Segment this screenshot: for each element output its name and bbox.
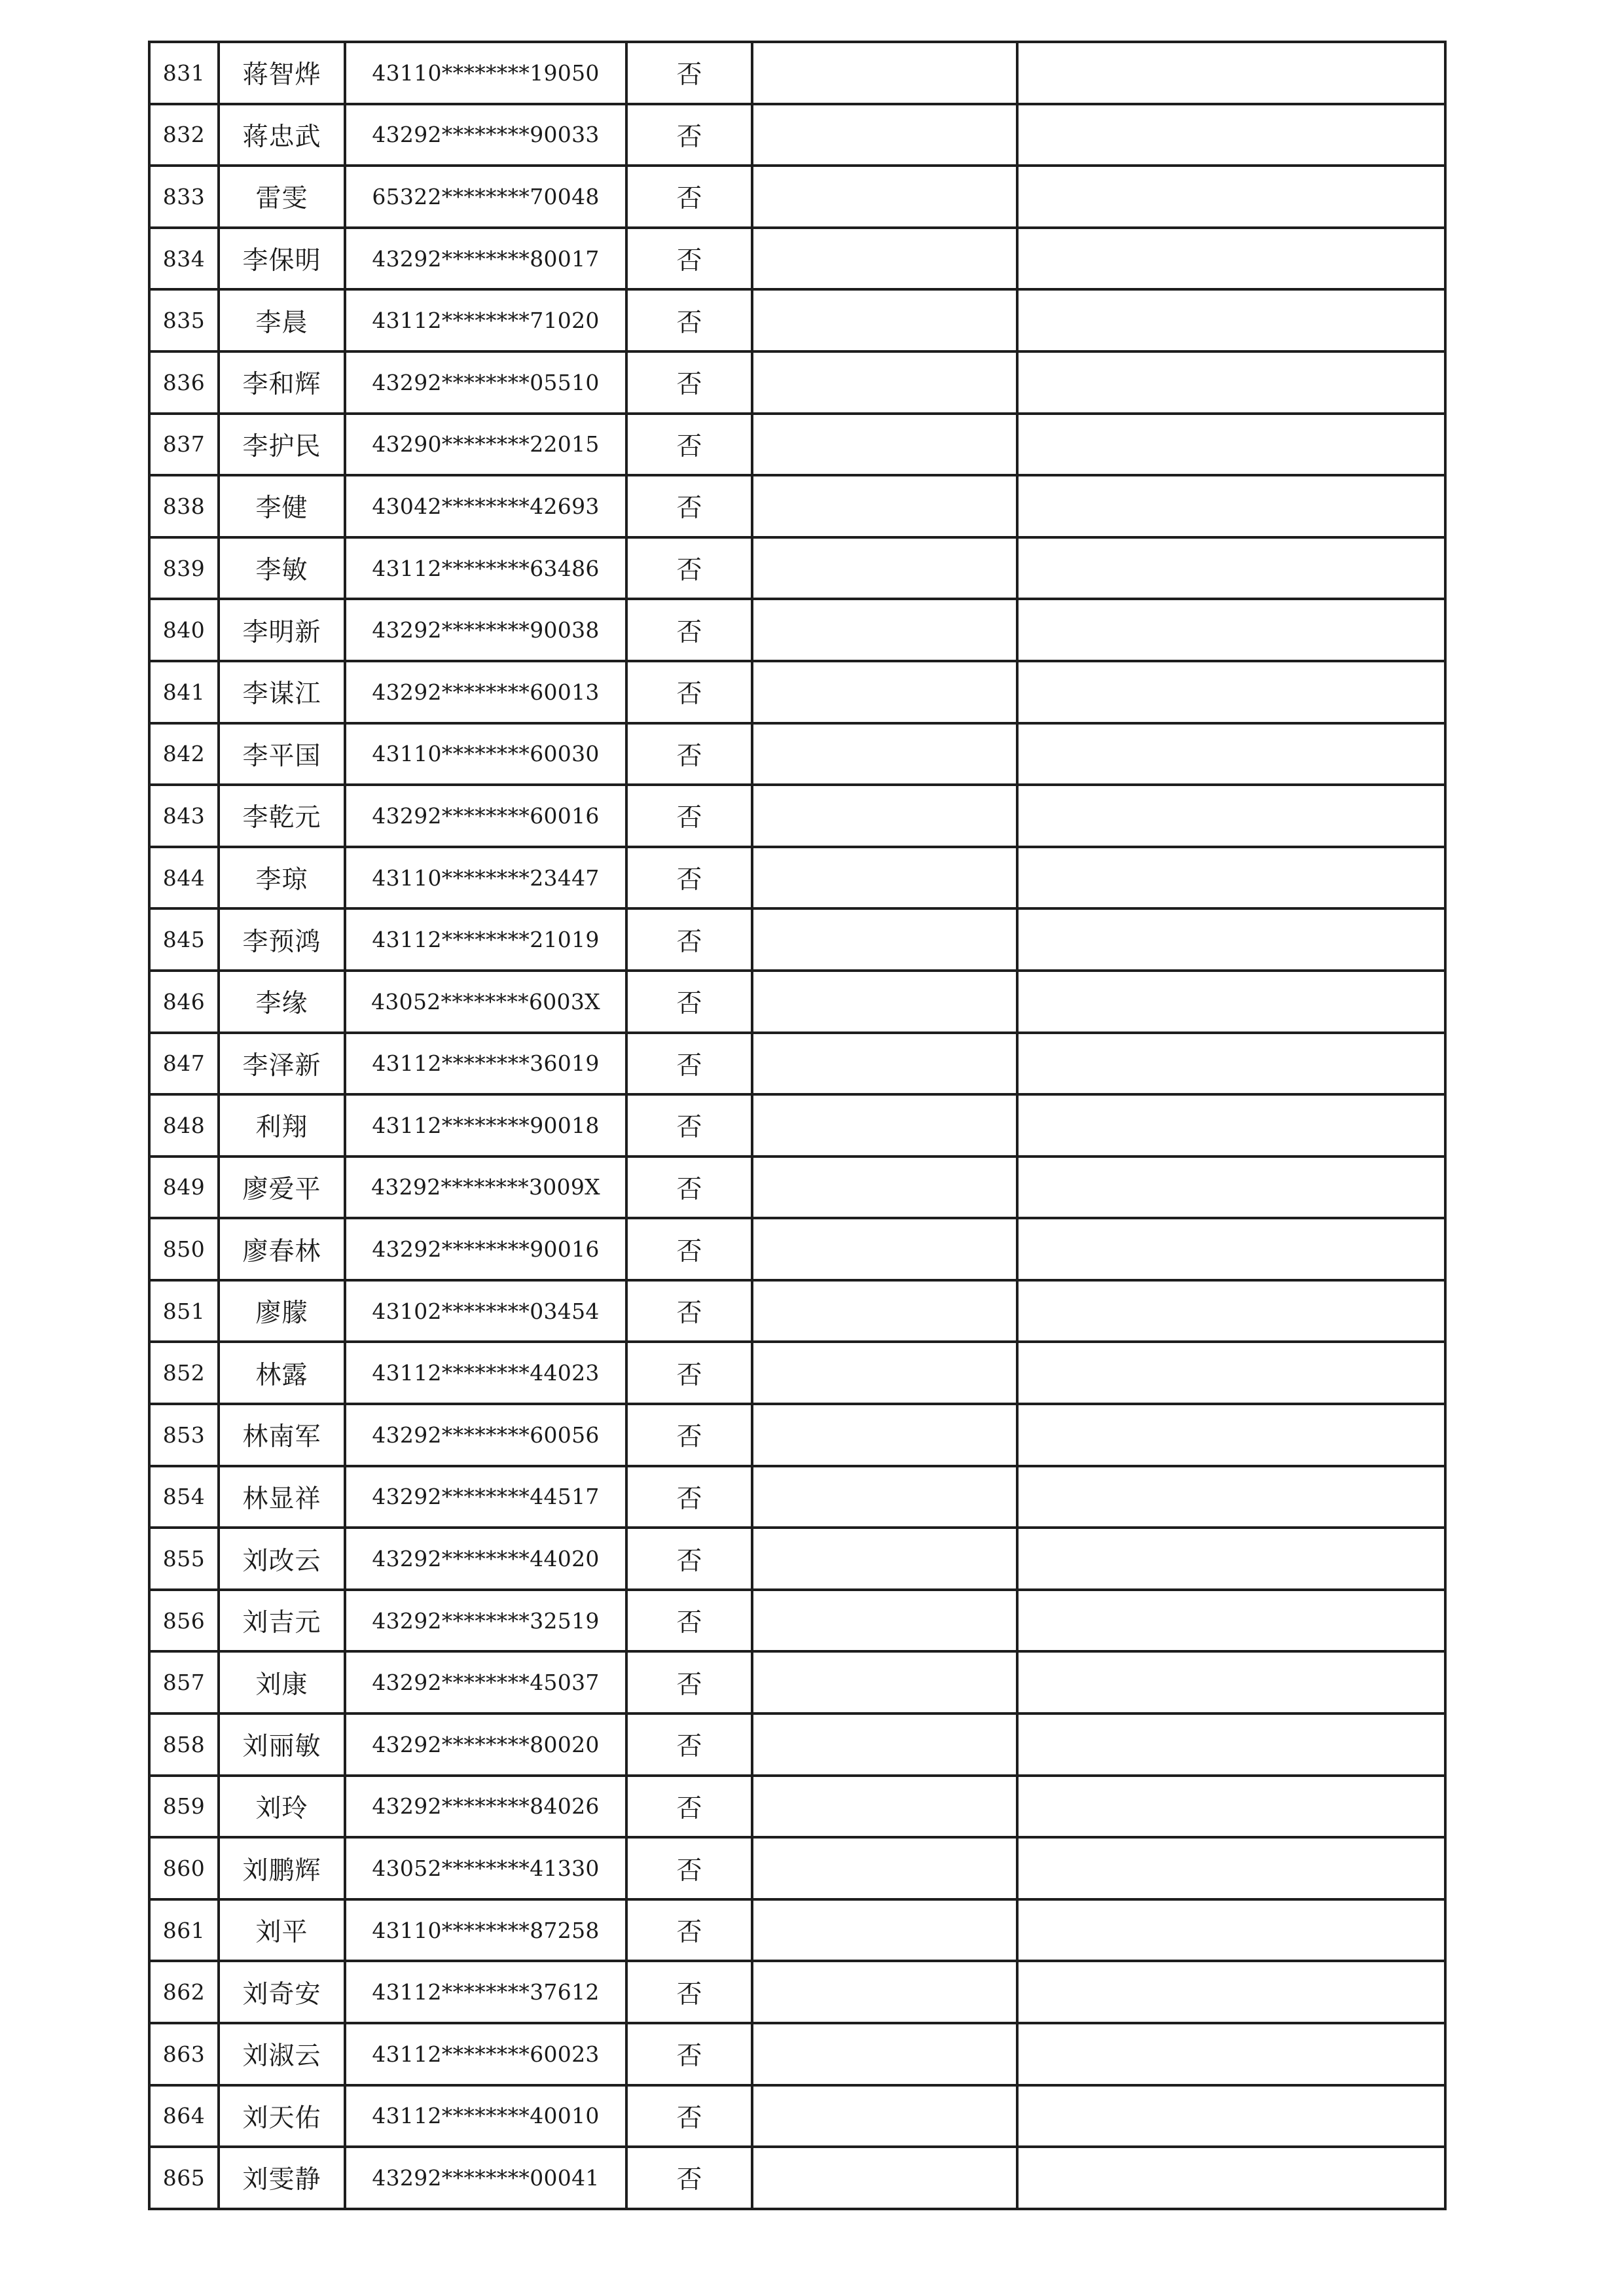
row-number-cell: 833 [149,166,219,228]
status-flag-cell: 否 [626,1404,752,1466]
row-number-cell: 849 [149,1157,219,1219]
table-row [149,1528,1445,1590]
row-number-cell: 837 [149,414,219,476]
blank-cell [1017,661,1445,723]
status-flag-cell: 否 [626,847,752,909]
blank-cell [752,351,1017,414]
blank-cell [752,1528,1017,1590]
id-number-cell: 43112********44023 [345,1342,626,1404]
id-number-cell: 43292********3009X [345,1157,626,1219]
blank-cell [1017,599,1445,661]
blank-cell [1017,1837,1445,1899]
blank-cell [1017,908,1445,971]
status-flag-cell: 否 [626,1590,752,1652]
blank-cell [752,1899,1017,1962]
status-flag-cell: 否 [626,537,752,600]
table-row [149,908,1445,971]
person-name-cell: 蒋忠武 [219,104,345,166]
person-name-cell: 刘吉元 [219,1590,345,1652]
row-number-cell: 865 [149,2147,219,2209]
row-number-cell: 860 [149,1837,219,1899]
table-row [149,351,1445,414]
blank-cell [752,1280,1017,1342]
id-number-cell: 43292********60016 [345,785,626,847]
status-flag-cell: 否 [626,166,752,228]
status-flag-cell: 否 [626,228,752,290]
person-name-cell: 李明新 [219,599,345,661]
table-row [149,1590,1445,1652]
status-flag-cell: 否 [626,1776,752,1838]
status-flag-cell: 否 [626,971,752,1033]
row-number-cell: 836 [149,351,219,414]
person-name-cell: 林露 [219,1342,345,1404]
id-number-cell: 43110********23447 [345,847,626,909]
status-flag-cell: 否 [626,599,752,661]
row-number-cell: 864 [149,2085,219,2147]
person-name-cell: 刘改云 [219,1528,345,1590]
person-name-cell: 刘康 [219,1651,345,1713]
id-number-cell: 43112********36019 [345,1033,626,1095]
id-number-cell: 43112********60023 [345,2023,626,2085]
id-number-cell: 43110********60030 [345,723,626,785]
person-name-cell: 李泽新 [219,1033,345,1095]
table-row [149,228,1445,290]
id-number-cell: 43292********60013 [345,661,626,723]
table-row [149,1466,1445,1528]
table-row [149,661,1445,723]
table-row [149,2023,1445,2085]
blank-cell [752,847,1017,909]
table-row [149,104,1445,166]
status-flag-cell: 否 [626,723,752,785]
person-name-cell: 雷雯 [219,166,345,228]
id-number-cell: 43292********80020 [345,1713,626,1776]
blank-cell [1017,414,1445,476]
id-number-cell: 43292********80017 [345,228,626,290]
row-number-cell: 852 [149,1342,219,1404]
id-number-cell: 43292********05510 [345,351,626,414]
row-number-cell: 851 [149,1280,219,1342]
table-row [149,1033,1445,1095]
id-number-cell: 43292********44020 [345,1528,626,1590]
id-number-cell: 43052********6003X [345,971,626,1033]
row-number-cell: 840 [149,599,219,661]
table-row [149,1776,1445,1838]
status-flag-cell: 否 [626,2147,752,2209]
row-number-cell: 835 [149,289,219,351]
person-name-cell: 李琼 [219,847,345,909]
person-name-cell: 廖爱平 [219,1157,345,1219]
person-name-cell: 李谋江 [219,661,345,723]
row-number-cell: 850 [149,1218,219,1280]
id-number-cell: 43110********19050 [345,42,626,104]
blank-cell [1017,723,1445,785]
blank-cell [752,971,1017,1033]
status-flag-cell: 否 [626,351,752,414]
blank-cell [1017,351,1445,414]
person-name-cell: 林南军 [219,1404,345,1466]
row-number-cell: 847 [149,1033,219,1095]
blank-cell [752,1094,1017,1157]
table-row [149,537,1445,600]
id-number-cell: 43112********21019 [345,908,626,971]
person-name-cell: 李和辉 [219,351,345,414]
table-row [149,1713,1445,1776]
person-name-cell: 李乾元 [219,785,345,847]
row-number-cell: 854 [149,1466,219,1528]
id-number-cell: 43292********84026 [345,1776,626,1838]
row-number-cell: 844 [149,847,219,909]
row-number-cell: 838 [149,475,219,537]
person-name-cell: 蒋智烨 [219,42,345,104]
id-number-cell: 43042********42693 [345,475,626,537]
status-flag-cell: 否 [626,475,752,537]
table-row [149,847,1445,909]
id-number-cell: 43292********60056 [345,1404,626,1466]
blank-cell [752,2085,1017,2147]
person-name-cell: 刘奇安 [219,1961,345,2023]
status-flag-cell: 否 [626,908,752,971]
row-number-cell: 855 [149,1528,219,1590]
row-number-cell: 853 [149,1404,219,1466]
status-flag-cell: 否 [626,785,752,847]
table-row [149,2147,1445,2209]
person-name-cell: 李护民 [219,414,345,476]
blank-cell [1017,971,1445,1033]
blank-cell [752,661,1017,723]
blank-cell [752,1776,1017,1838]
person-name-cell: 李保明 [219,228,345,290]
status-flag-cell: 否 [626,1961,752,2023]
id-number-cell: 43112********63486 [345,537,626,600]
status-flag-cell: 否 [626,414,752,476]
blank-cell [1017,785,1445,847]
blank-cell [752,1033,1017,1095]
blank-cell [1017,289,1445,351]
row-number-cell: 858 [149,1713,219,1776]
row-number-cell: 845 [149,908,219,971]
id-number-cell: 43292********00041 [345,2147,626,2209]
blank-cell [752,475,1017,537]
blank-cell [1017,1899,1445,1962]
blank-cell [752,42,1017,104]
blank-cell [752,1157,1017,1219]
person-name-cell: 林显祥 [219,1466,345,1528]
table-row [149,289,1445,351]
table-row [149,1280,1445,1342]
blank-cell [1017,2085,1445,2147]
blank-cell [752,1466,1017,1528]
blank-cell [752,1404,1017,1466]
id-number-cell: 43292********44517 [345,1466,626,1528]
person-name-cell: 廖朦 [219,1280,345,1342]
id-number-cell: 43112********37612 [345,1961,626,2023]
table-row [149,1342,1445,1404]
blank-cell [1017,1280,1445,1342]
table-row [149,475,1445,537]
blank-cell [1017,1466,1445,1528]
id-number-cell: 43292********90038 [345,599,626,661]
id-number-cell: 43292********32519 [345,1590,626,1652]
blank-cell [1017,1776,1445,1838]
status-flag-cell: 否 [626,2023,752,2085]
blank-cell [1017,1590,1445,1652]
blank-cell [1017,228,1445,290]
status-flag-cell: 否 [626,1528,752,1590]
blank-cell [1017,42,1445,104]
status-flag-cell: 否 [626,1713,752,1776]
status-flag-cell: 否 [626,661,752,723]
row-number-cell: 843 [149,785,219,847]
row-number-cell: 831 [149,42,219,104]
row-number-cell: 832 [149,104,219,166]
blank-cell [1017,1094,1445,1157]
table-row [149,1837,1445,1899]
status-flag-cell: 否 [626,1466,752,1528]
blank-cell [752,537,1017,600]
blank-cell [1017,1157,1445,1219]
blank-cell [1017,2023,1445,2085]
id-number-cell: 43292********90016 [345,1218,626,1280]
table-row [149,166,1445,228]
table-row [149,971,1445,1033]
blank-cell [752,1342,1017,1404]
roster-table [148,41,1447,2210]
table-row [149,42,1445,104]
blank-cell [1017,537,1445,600]
row-number-cell: 842 [149,723,219,785]
person-name-cell: 刘玲 [219,1776,345,1838]
blank-cell [752,1961,1017,2023]
table-row [149,1899,1445,1962]
blank-cell [752,1218,1017,1280]
row-number-cell: 859 [149,1776,219,1838]
table-row [149,785,1445,847]
table-row [149,1961,1445,2023]
row-number-cell: 857 [149,1651,219,1713]
blank-cell [1017,1404,1445,1466]
status-flag-cell: 否 [626,42,752,104]
id-number-cell: 43112********90018 [345,1094,626,1157]
id-number-cell: 43110********87258 [345,1899,626,1962]
person-name-cell: 李健 [219,475,345,537]
blank-cell [752,414,1017,476]
blank-cell [752,104,1017,166]
blank-cell [1017,1033,1445,1095]
table-row [149,1157,1445,1219]
id-number-cell: 43112********40010 [345,2085,626,2147]
row-number-cell: 834 [149,228,219,290]
person-name-cell: 利翔 [219,1094,345,1157]
id-number-cell: 43112********71020 [345,289,626,351]
blank-cell [752,1837,1017,1899]
row-number-cell: 848 [149,1094,219,1157]
blank-cell [752,785,1017,847]
blank-cell [752,166,1017,228]
person-name-cell: 李平国 [219,723,345,785]
status-flag-cell: 否 [626,1094,752,1157]
status-flag-cell: 否 [626,1033,752,1095]
row-number-cell: 839 [149,537,219,600]
blank-cell [1017,475,1445,537]
row-number-cell: 862 [149,1961,219,2023]
blank-cell [752,2147,1017,2209]
status-flag-cell: 否 [626,1218,752,1280]
person-name-cell: 刘平 [219,1899,345,1962]
row-number-cell: 863 [149,2023,219,2085]
blank-cell [752,1590,1017,1652]
blank-cell [1017,1713,1445,1776]
status-flag-cell: 否 [626,104,752,166]
id-number-cell: 43292********45037 [345,1651,626,1713]
blank-cell [752,599,1017,661]
blank-cell [1017,1528,1445,1590]
blank-cell [752,228,1017,290]
blank-cell [1017,1342,1445,1404]
person-name-cell: 刘雯静 [219,2147,345,2209]
table-row [149,723,1445,785]
table-row [149,1651,1445,1713]
person-name-cell: 李敏 [219,537,345,600]
blank-cell [752,2023,1017,2085]
person-name-cell: 刘丽敏 [219,1713,345,1776]
table-row [149,599,1445,661]
blank-cell [1017,2147,1445,2209]
blank-cell [752,289,1017,351]
id-number-cell: 43290********22015 [345,414,626,476]
status-flag-cell: 否 [626,1342,752,1404]
blank-cell [1017,166,1445,228]
blank-cell [1017,104,1445,166]
id-number-cell: 43052********41330 [345,1837,626,1899]
row-number-cell: 861 [149,1899,219,1962]
status-flag-cell: 否 [626,1280,752,1342]
table-row [149,2085,1445,2147]
blank-cell [1017,1961,1445,2023]
person-name-cell: 刘天佑 [219,2085,345,2147]
blank-cell [752,1651,1017,1713]
table-row [149,1094,1445,1157]
status-flag-cell: 否 [626,2085,752,2147]
status-flag-cell: 否 [626,1651,752,1713]
id-number-cell: 43292********90033 [345,104,626,166]
table-row [149,1404,1445,1466]
blank-cell [752,723,1017,785]
person-name-cell: 李晨 [219,289,345,351]
blank-cell [1017,1218,1445,1280]
id-number-cell: 65322********70048 [345,166,626,228]
person-name-cell: 刘鹏辉 [219,1837,345,1899]
person-name-cell: 李缘 [219,971,345,1033]
roster-sheet [148,41,1444,2210]
table-row [149,1218,1445,1280]
blank-cell [1017,847,1445,909]
id-number-cell: 43102********03454 [345,1280,626,1342]
status-flag-cell: 否 [626,289,752,351]
person-name-cell: 廖春林 [219,1218,345,1280]
person-name-cell: 刘淑云 [219,2023,345,2085]
status-flag-cell: 否 [626,1837,752,1899]
row-number-cell: 846 [149,971,219,1033]
status-flag-cell: 否 [626,1157,752,1219]
status-flag-cell: 否 [626,1899,752,1962]
blank-cell [752,908,1017,971]
person-name-cell: 李预鸿 [219,908,345,971]
blank-cell [1017,1651,1445,1713]
blank-cell [752,1713,1017,1776]
table-row [149,414,1445,476]
roster-body [149,42,1445,2209]
row-number-cell: 841 [149,661,219,723]
row-number-cell: 856 [149,1590,219,1652]
